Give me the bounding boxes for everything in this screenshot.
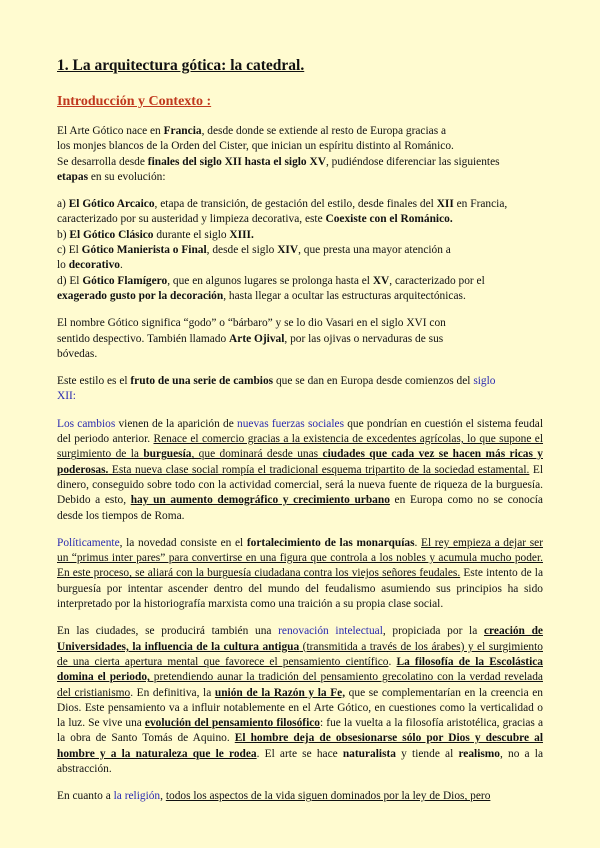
paragraph-name-origin: El nombre Gótico significa “godo” o “bárbaro” y se lo dio Vasari en el siglo XVI con sentido despectivo. También llamado Arte Ojival, por las ojivas o nervaduras de sus bóvedas. [57, 317, 446, 360]
paragraph-origins: El Arte Gótico nace en Francia, desde donde se extiende al resto de Europa gracias a los monjes blancos de la Orden del Cister, que inician un espíritu distinto al Románico. Se desarrolla desde finales del siglo XII hasta el siglo XV, pudiéndose diferenciar las siguientes etapas en su evolución: [57, 125, 500, 183]
page-title: 1. La arquitectura gótica: la catedral. [57, 57, 305, 74]
paragraph-stages: a) El Gótico Arcaico, etapa de transición, de gestación del estilo, desde finales del XII en Francia, caracterizado por su austeridad y limpieza decorativa, este Coexiste con el Románico. b) El Gótico Clásico durante el siglo XIII. c) El Gótico Manierista o Final, desde el siglo XIV, que presta una mayor atención a lo decorativo. d) El Gótico Flamígero, que en algunos lugares se prolonga hasta el XV, caracterizado por el exagerado gusto por la decoración, hasta llegar a ocultar las estructuras arquitectónicas. [57, 198, 508, 302]
section-heading: Introducción y Contexto : [57, 94, 212, 109]
paragraph-intellectual: En las ciudades, se producirá también una renovación intelectual, propiciada por la creación de Universidades, la influencia de la cultura antigua (transmitida a través de los árabes) y el surgimiento de una cierta apertura mental que favorece el pensamiento científico. La filosofía de la Escolástica domina el periodo, pretendiendo aunar la tradición del pensamiento grecolatino con la verdad revelada del cristianismo. En definitiva, la unión de la Razón y la Fe, que se complementarían en la creencia en Dios. Este pensamiento va a influir notablemente en el Arte Gótico, en cuestiones como la verticalidad o la luz. Se vive una evolución del pensamiento filosófico: fue la vuelta a la filosofía aristotélica, gracias a la obra de Santo Tomás de Aquino. El hombre deja de obsesionarse sólo por Dios y descubre al hombre y a la naturaleza que le rodea. El arte se hace naturalista y tiende al realismo, no a la abstracción. [57, 625, 544, 775]
paragraph-religion: En cuanto a la religión, todos los aspectos de la vida siguen dominados por la ley de Dios, pero [57, 790, 491, 803]
paragraph-politics: Políticamente, la novedad consiste en el fortalecimiento de las monarquías. El rey empieza a dejar ser un “primus inter pares” para convertirse en una figura que controla a los nobles y acumula mucho poder. En este proceso, se aliará con la burguesía ciudadana contra los viejos señores feudales. Este intento de la burguesía por intentar ascender dentro del mundo del feudalismo asumiendo sus principios ha sido interpretado por la historiografía marxista como una traición a su propia clase social. [57, 536, 544, 611]
paragraph-social-changes: Los cambios vienen de la aparición de nuevas fuerzas sociales que pondrían en cuestión el sistema feudal del periodo anterior. Renace el comercio gracias a la existencia de excedentes agrícolas, lo que supone el surgimiento de la burguesía, que dominará desde unas ciudades que cada vez se hacen más ricas y poderosas. Esta nueva clase social rompía el tradicional esquema tripartito de la sociedad estamental. El dinero, conseguido sobre todo con la actividad comercial, será la nueva fuente de riqueza de la burguesía. Debido a esto, hay un aumento demográfico y crecimiento urbano en Europa como no se conocía desde los tiempos de Roma. [57, 417, 544, 522]
paragraph-changes-intro: Este estilo es el fruto de una serie de cambios que se dan en Europa desde comienzos del siglo XII: [57, 375, 496, 403]
document-body [57, 124, 543, 817]
